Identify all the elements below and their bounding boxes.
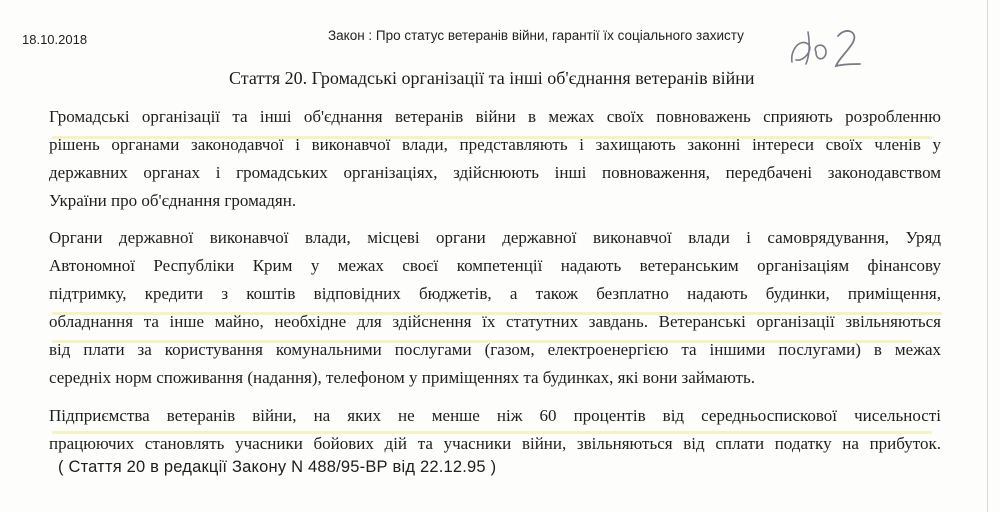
paragraph-line: Органи державної виконавчої влади, місцеві органи державної виконавчої влади і самоврядування, Уряд (49, 228, 941, 247)
law-title: Закон : Про статус ветеранів війни, гарантії їх соціального захисту (328, 28, 744, 43)
paragraph-line: України про об'єднання громадян. (49, 191, 297, 210)
paragraph-line: Підприємства ветеранів війни, на яких не менше ніж 60 процентів від середньоспискової чисельності (49, 406, 941, 425)
paragraph-line: від плати за користування комунальними послугами (газом, електроенергією та іншими послугами) в межах (49, 340, 941, 359)
paragraph-line: середніх норм споживання (надання), телефоном у приміщеннях та будинках, які вони займають. (49, 368, 755, 387)
paragraph-line: працюючих становлять учасники бойових дій та учасники війни, звільняються від сплати податку на прибуток. (49, 434, 941, 453)
paragraph-line: Громадські організації та інші об'єднання ветеранів війни в межах своїх повноважень сприяють розробленню (49, 107, 941, 126)
print-date: 18.10.2018 (22, 32, 88, 47)
handwritten-note (786, 22, 866, 72)
article-paragraph-2 (49, 224, 941, 392)
editorial-note: ( Стаття 20 в редакції Закону N 488/95-ВР від 22.12.95 ) (58, 458, 497, 476)
paragraph-line: державних органах і громадських організаціях, здійснюють інші повноваження, передбачені законодавством (49, 163, 941, 182)
paragraph-line: обладнання та інше майно, необхідне для здійснення їх статутних завдань. Ветеранські організації звільняються (49, 312, 941, 331)
paragraph-line: рішень органами законодавчої і виконавчої влади, представляють і захищають законні інтереси своїх членів у (49, 135, 941, 154)
paragraph-line: підтримку, кредити з коштів відповідних бюджетів, а також безплатно надають будинки, приміщення, (49, 284, 941, 303)
article-paragraph-1 (49, 103, 941, 215)
article-heading: Стаття 20. Громадські організації та інші об'єднання ветеранів війни (229, 68, 755, 88)
paragraph-line: Автономної Республіки Крим у межах своєї компетенції надають ветеранським організаціям фінансову (49, 256, 941, 275)
scan-edge-line (987, 0, 988, 512)
article-paragraph-3 (49, 402, 941, 458)
